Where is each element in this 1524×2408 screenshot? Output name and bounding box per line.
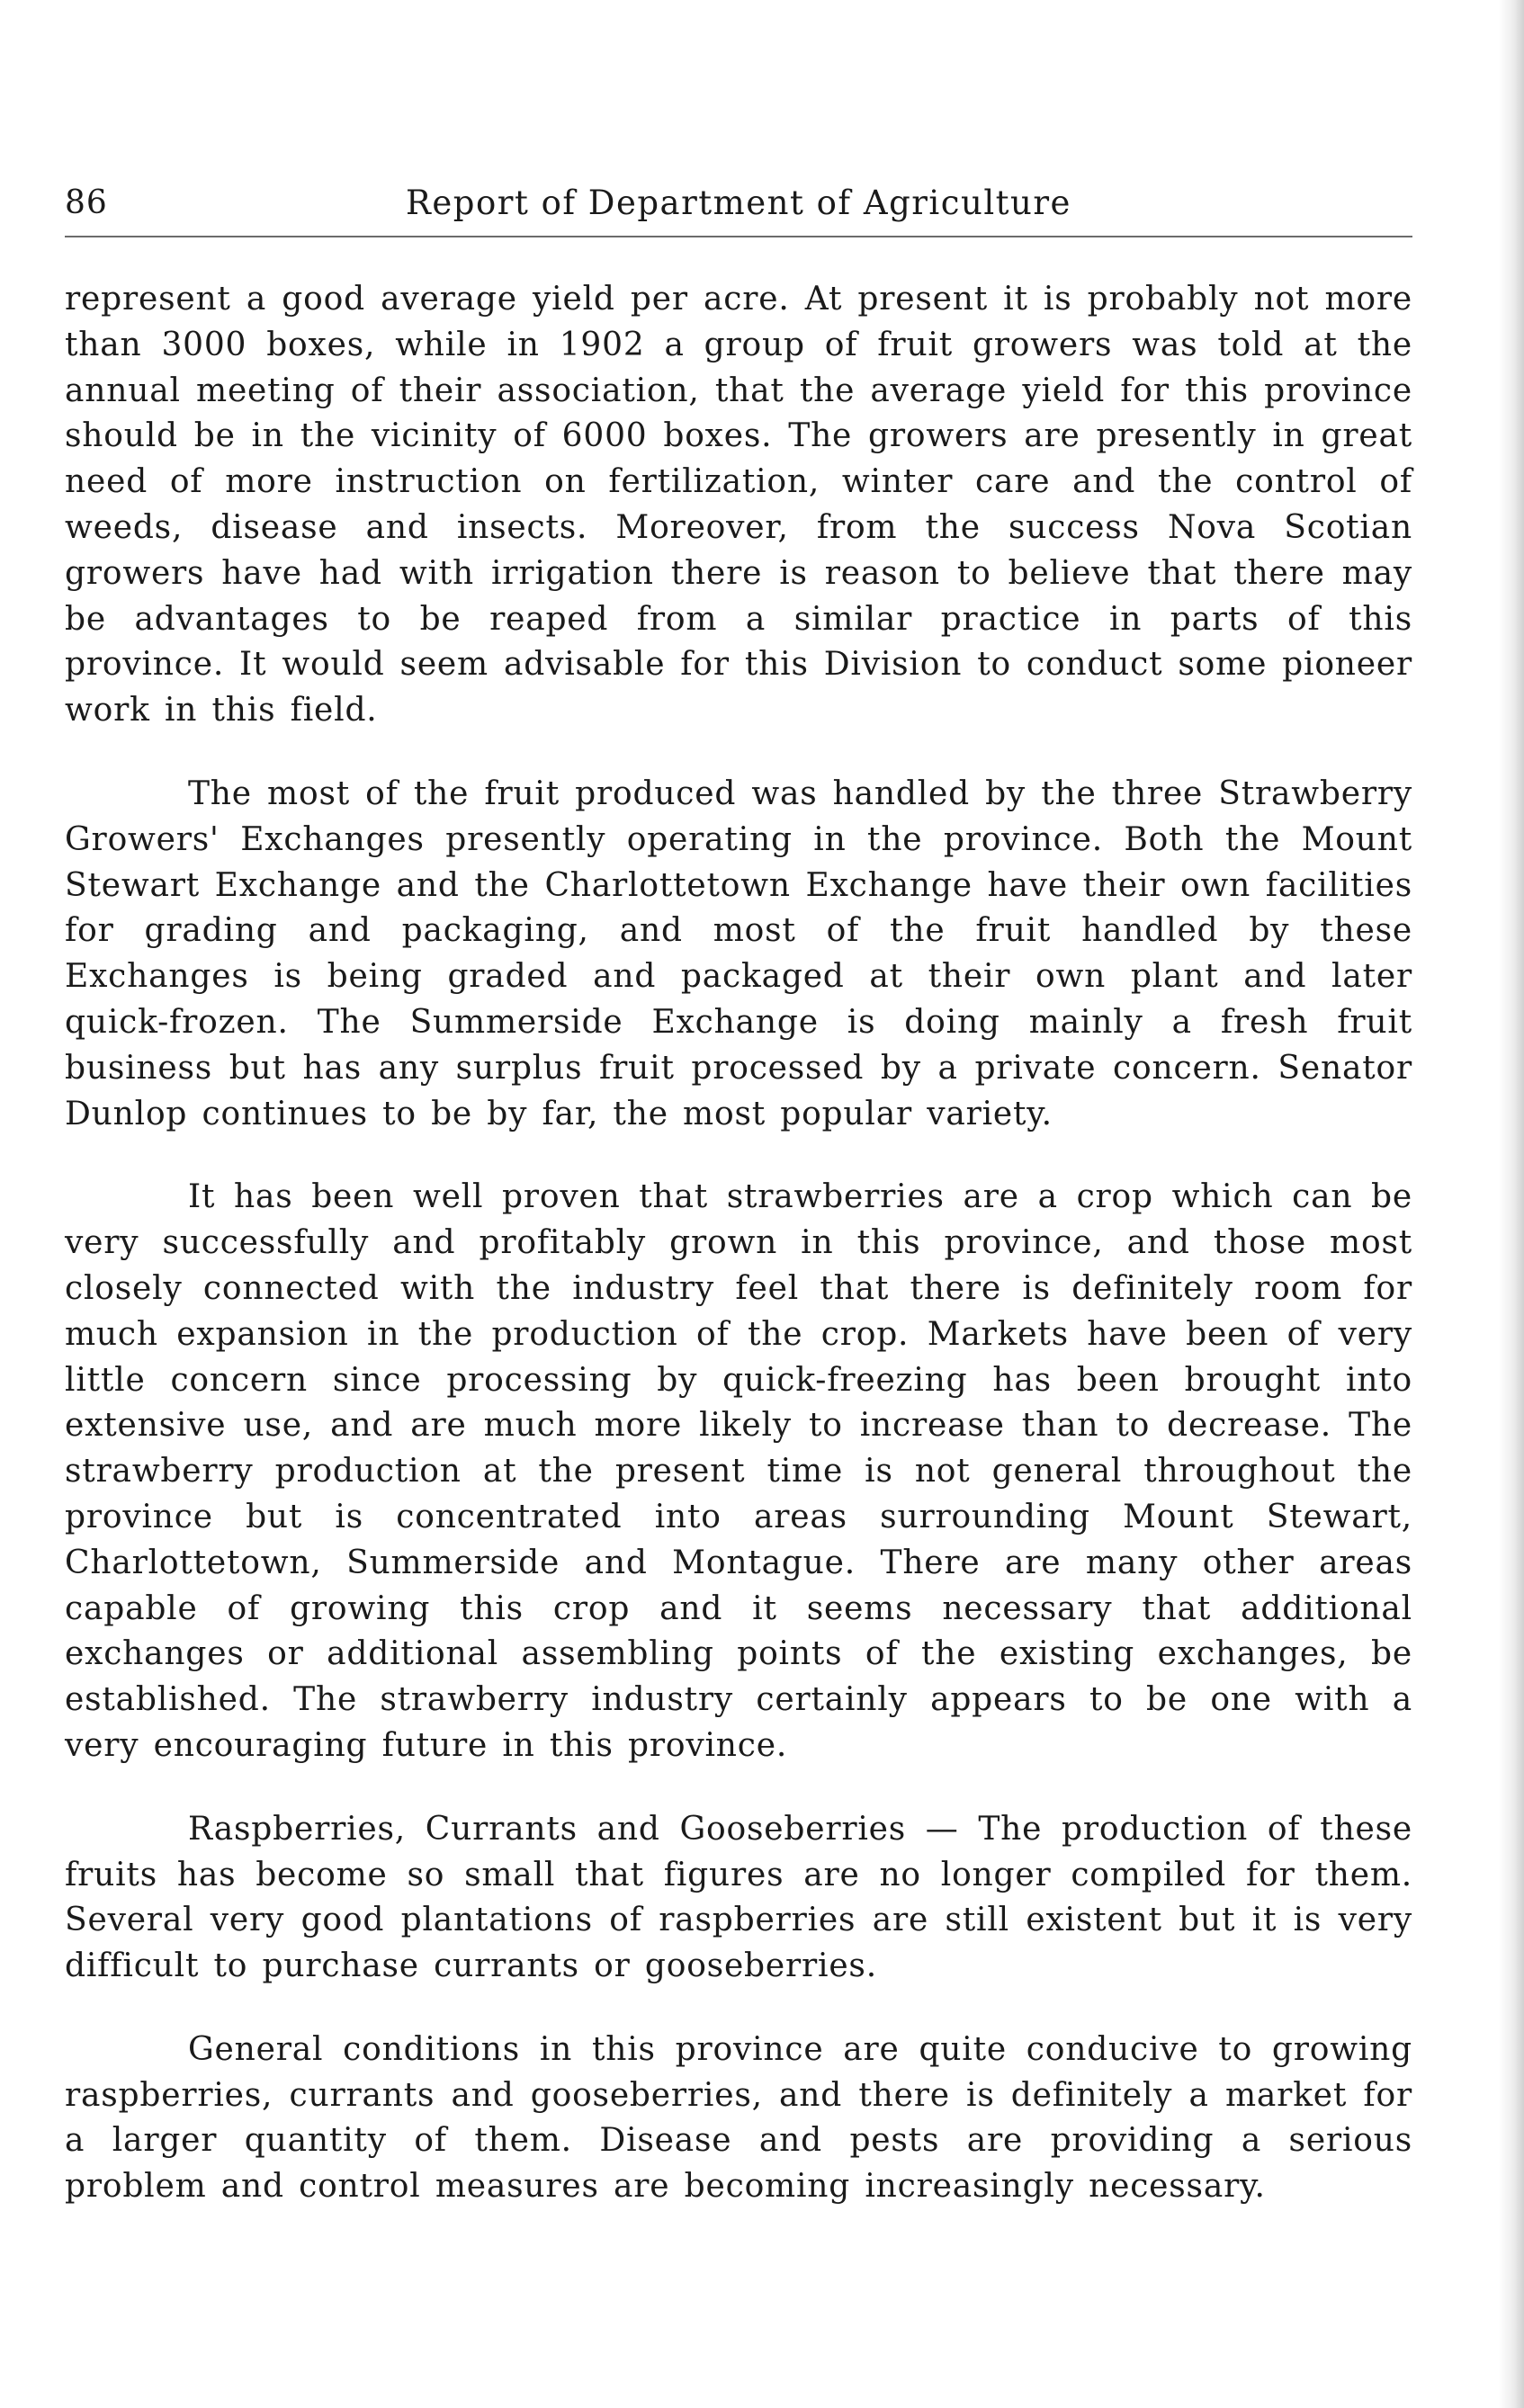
running-header	[65, 178, 1412, 228]
header-rule	[65, 236, 1412, 237]
paragraph: The most of the fruit produced was handled by the three Strawberry Growers' Exchanges presently operating in the province. Both the Mount Stewart Exchange and the Charlottetown Exchange have their own facilities for grading and packaging, and most of the fruit handled by these Exchanges is being graded and packaged at their own plant and later quick-frozen. The Summerside Exchange is doing mainly a fresh fruit business but has any surplus fruit processed by a private concern. Senator Dunlop continues to be by far, the most popular variety.	[65, 774, 1412, 1132]
running-title: Report of Department of Agriculture	[406, 184, 1071, 222]
page-number: 86	[65, 184, 108, 221]
paragraph: represent a good average yield per acre. At present it is probably not more than 3000 boxes, while in 1902 a group of fruit growers was told at the annual meeting of their association, that the average yield for this province should be in the vicinity of 6000 boxes. The growers are presently in great need of more instruction on fertilization, winter care and the control of weeds, disease and insects. Moreover, from the success Nova Scotian growers have had with irrigation there is reason to believe that there may be advantages to be reaped from a similar practice in parts of this province. It would seem advisable for this Division to conduct some pioneer work in this field.	[65, 281, 1412, 730]
paragraph: Raspberries, Currants and Gooseberries — The production of these fruits has become so small that figures are no longer compiled for them. Several very good plantations of raspberries are still existent but it is very difficult to purchase currants or gooseberries.	[65, 1810, 1412, 1985]
body-text	[65, 277, 1412, 2210]
page-edge-shadow	[1499, 0, 1524, 2408]
paragraph: It has been well proven that strawberries are a crop which can be very successfully and profitably grown in this province, and those most closely connected with the industry feel that there is definitely room for much expansion in the production of the crop. Markets have been of very little concern since processing by quick-freezing has been brought into extensive use, and are much more likely to increase than to decrease. The strawberry production at the present time is not general throughout the province but is concentrated into areas surrounding Mount Stewart, Charlottetown, Summerside and Montague. There are many other areas capable of growing this crop and it seems necessary that additional exchanges or additional assembling points of the existing exchanges, be established. The strawberry industry certainly appears to be one with a very encouraging future in this province.	[65, 1178, 1412, 1764]
paragraph: General conditions in this province are quite conducive to growing raspberries, currants and gooseberries, and there is definitely a market for a larger quantity of them. Disease and pests are providing a serious problem and control measures are becoming increasingly necessary.	[65, 2030, 1412, 2206]
